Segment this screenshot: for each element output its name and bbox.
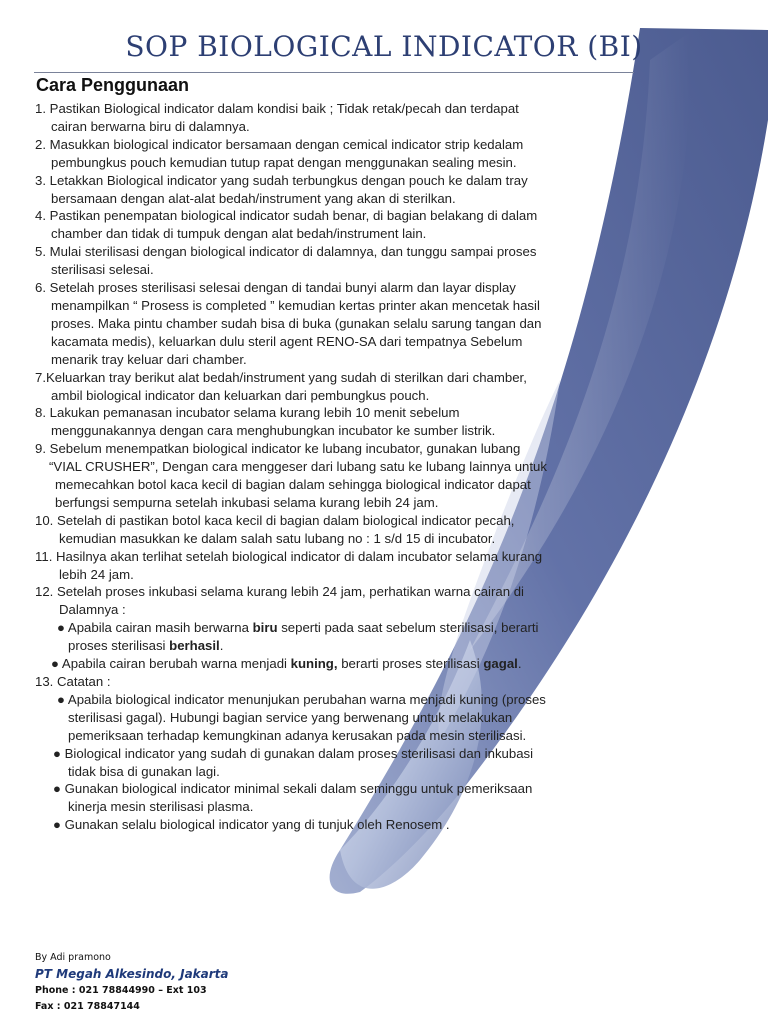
line-text: tidak bisa di gunakan lagi.: [68, 763, 220, 779]
line-text: kacamata medis), keluarkan dulu steril agent RENO-SA dari tempatnya Sebelum: [51, 333, 523, 349]
line-text: 7.Keluarkan tray berikut alat bedah/instrument yang sudah di sterilkan dari chamber,: [35, 369, 527, 385]
procedure-line: [35, 297, 635, 315]
procedure-line: [35, 404, 635, 422]
section-heading: Cara Penggunaan: [36, 75, 190, 95]
procedure-line: [35, 619, 635, 637]
line-text: lebih 24 jam.: [59, 566, 134, 582]
procedure-line: [35, 369, 635, 387]
procedure-line: [35, 745, 635, 763]
procedure-line: [35, 530, 635, 548]
procedure-line: [35, 118, 635, 136]
procedure-line: [35, 100, 635, 118]
procedure-line: [35, 136, 635, 154]
line-text: 11. Hasilnya akan terlihat setelah biological indicator di dalam incubator selama kurang: [35, 548, 543, 564]
line-text: menarik tray keluar dari chamber.: [51, 351, 247, 367]
procedure-line: [35, 763, 635, 781]
line-text: ambil biological indicator dan keluarkan dari pembungkus pouch.: [51, 387, 430, 403]
procedure-line: [35, 637, 635, 655]
line-text: menampilkan “ Prosess is completed ” kemudian kertas printer akan mencetak hasil: [51, 297, 540, 313]
line-text: ● Apabila cairan berubah warna menjadi: [51, 656, 291, 672]
line-text: kemudian masukkan ke dalam salah satu lubang no : 1 s/d 15 di incubator.: [59, 530, 496, 546]
procedure-line: [35, 458, 635, 476]
line-text: Dalamnya :: [59, 602, 126, 618]
author-line: By Adi pramono: [35, 952, 111, 963]
line-text: kinerja mesin sterilisasi plasma.: [68, 799, 254, 815]
line-text: ● Biological indicator yang sudah di gunakan dalam proses sterilisasi dan inkubasi: [53, 745, 534, 761]
line-text: sterilisasi gagal). Hubungi bagian service yang berwenang untuk melakukan: [68, 709, 513, 725]
procedure-line: [35, 154, 635, 172]
procedure-line: [35, 673, 635, 691]
procedure-line: [35, 422, 635, 440]
line-text: cairan berwarna biru di dalamnya.: [51, 118, 250, 134]
line-text: sterilisasi selesai.: [51, 262, 154, 278]
procedure-line: [35, 387, 635, 405]
line-text: ● Gunakan biological indicator minimal sekali dalam seminggu untuk pemeriksaan: [53, 781, 533, 797]
procedure-line: [35, 601, 635, 619]
emphasis-text: berhasil: [169, 638, 220, 654]
line-text: ● Apabila cairan masih berwarna: [57, 620, 253, 636]
line-text: 13. Catatan :: [35, 674, 111, 689]
procedure-line: [35, 709, 635, 727]
procedure-line: [35, 494, 635, 512]
document-title: SOP BIOLOGICAL INDICATOR (BI): [125, 30, 643, 63]
line-text: seperti pada saat sebelum sterilisasi, berarti: [277, 620, 539, 636]
line-text: 3. Letakkan Biological indicator yang sudah terbungkus dengan pouch ke dalam tray: [35, 172, 528, 188]
procedure-line: [35, 261, 635, 279]
line-text: ● Gunakan selalu biological indicator yang di tunjuk oleh Renosem .: [53, 817, 450, 833]
procedure-line: [35, 691, 635, 709]
procedure-line: [35, 548, 635, 566]
procedure-line: [35, 333, 635, 351]
procedure-line: [35, 440, 635, 458]
procedure-line: [35, 172, 635, 190]
procedure-line: [35, 476, 635, 494]
line-text: 5. Mulai sterilisasi dengan biological indicator di dalamnya, dan tunggu sampai proses: [35, 244, 537, 260]
procedure-list: [35, 100, 635, 834]
line-text: bersamaan dengan alat-alat bedah/instrument yang akan di sterilkan.: [51, 190, 456, 206]
procedure-line: [35, 727, 635, 745]
line-text: 9. Sebelum menempatkan biological indicator ke lubang incubator, gunakan lubang: [35, 441, 521, 457]
line-text: 12. Setelah proses inkubasi selama kurang lebih 24 jam, perhatikan warna cairan di: [35, 584, 524, 600]
procedure-line: [35, 566, 635, 584]
emphasis-text: gagal: [483, 656, 518, 672]
document-footer: [35, 951, 229, 1015]
fax-number: Fax : 021 78847144: [35, 1001, 140, 1012]
procedure-line: [35, 351, 635, 369]
line-text: 10. Setelah di pastikan botol kaca kecil di bagian dalam biological indicator pecah,: [35, 512, 515, 528]
procedure-line: [35, 583, 635, 601]
procedure-line: [35, 225, 635, 243]
line-text: 1. Pastikan Biological indicator dalam kondisi baik ; Tidak retak/pecah dan terdapat: [35, 101, 519, 116]
line-text: memecahkan botol kaca kecil di bagian dalam sehingga biological indicator dapat: [55, 477, 531, 493]
procedure-line: [35, 190, 635, 208]
procedure-line: [35, 780, 635, 798]
line-text: chamber dan tidak di tumpuk dengan alat bedah/instrument lain.: [51, 226, 427, 242]
procedure-line: [35, 243, 635, 261]
line-text: 4. Pastikan penempatan biological indicator sudah benar, di bagian belakang di dalam: [35, 208, 538, 224]
line-text: pemeriksaan terhadap kemungkinan adanya kerusakan pada mesin sterilisasi.: [68, 727, 527, 743]
line-text: 6. Setelah proses sterilisasi selesai dengan di tandai bunyi alarm dan layar display: [35, 280, 516, 296]
line-text: .: [219, 638, 224, 654]
procedure-line: [35, 655, 635, 673]
line-text: .: [517, 656, 522, 672]
line-text: 8. Lakukan pemanasan incubator selama kurang lebih 10 menit sebelum: [35, 405, 460, 421]
line-text: proses sterilisasi: [68, 638, 170, 654]
phone-number: Phone : 021 78844990 – Ext 103: [35, 985, 207, 996]
procedure-line: [35, 798, 635, 816]
procedure-line: [35, 315, 635, 333]
line-text: proses. Maka pintu chamber sudah bisa di buka (gunakan selalu sarung tangan dan: [51, 315, 542, 331]
line-text: pembungkus pouch kemudian tutup rapat dengan menggunakan sealing mesin.: [51, 154, 517, 170]
line-text: ● Apabila biological indicator menunjukan perubahan warna menjadi kuning (proses: [57, 691, 546, 707]
line-text: berfungsi sempurna setelah inkubasi selama kurang lebih 24 jam.: [55, 494, 439, 510]
line-text: menggunakannya dengan cara menghubungkan incubator ke sumber listrik.: [51, 423, 496, 439]
line-text: berarti proses sterilisasi: [337, 656, 484, 672]
company-name: PT Megah Alkesindo, Jakarta: [35, 967, 229, 981]
procedure-line: [35, 207, 635, 225]
emphasis-text: biru: [252, 620, 278, 636]
line-text: “VIAL CRUSHER”, Dengan cara menggeser dari lubang satu ke lubang lainnya untuk: [49, 459, 547, 475]
title-divider: [34, 72, 634, 73]
procedure-line: [35, 279, 635, 297]
procedure-line: [35, 512, 635, 530]
line-text: 2. Masukkan biological indicator bersamaan dengan cemical indicator strip kedalam: [35, 136, 524, 152]
procedure-line: [35, 816, 635, 834]
emphasis-text: kuning,: [290, 656, 338, 672]
